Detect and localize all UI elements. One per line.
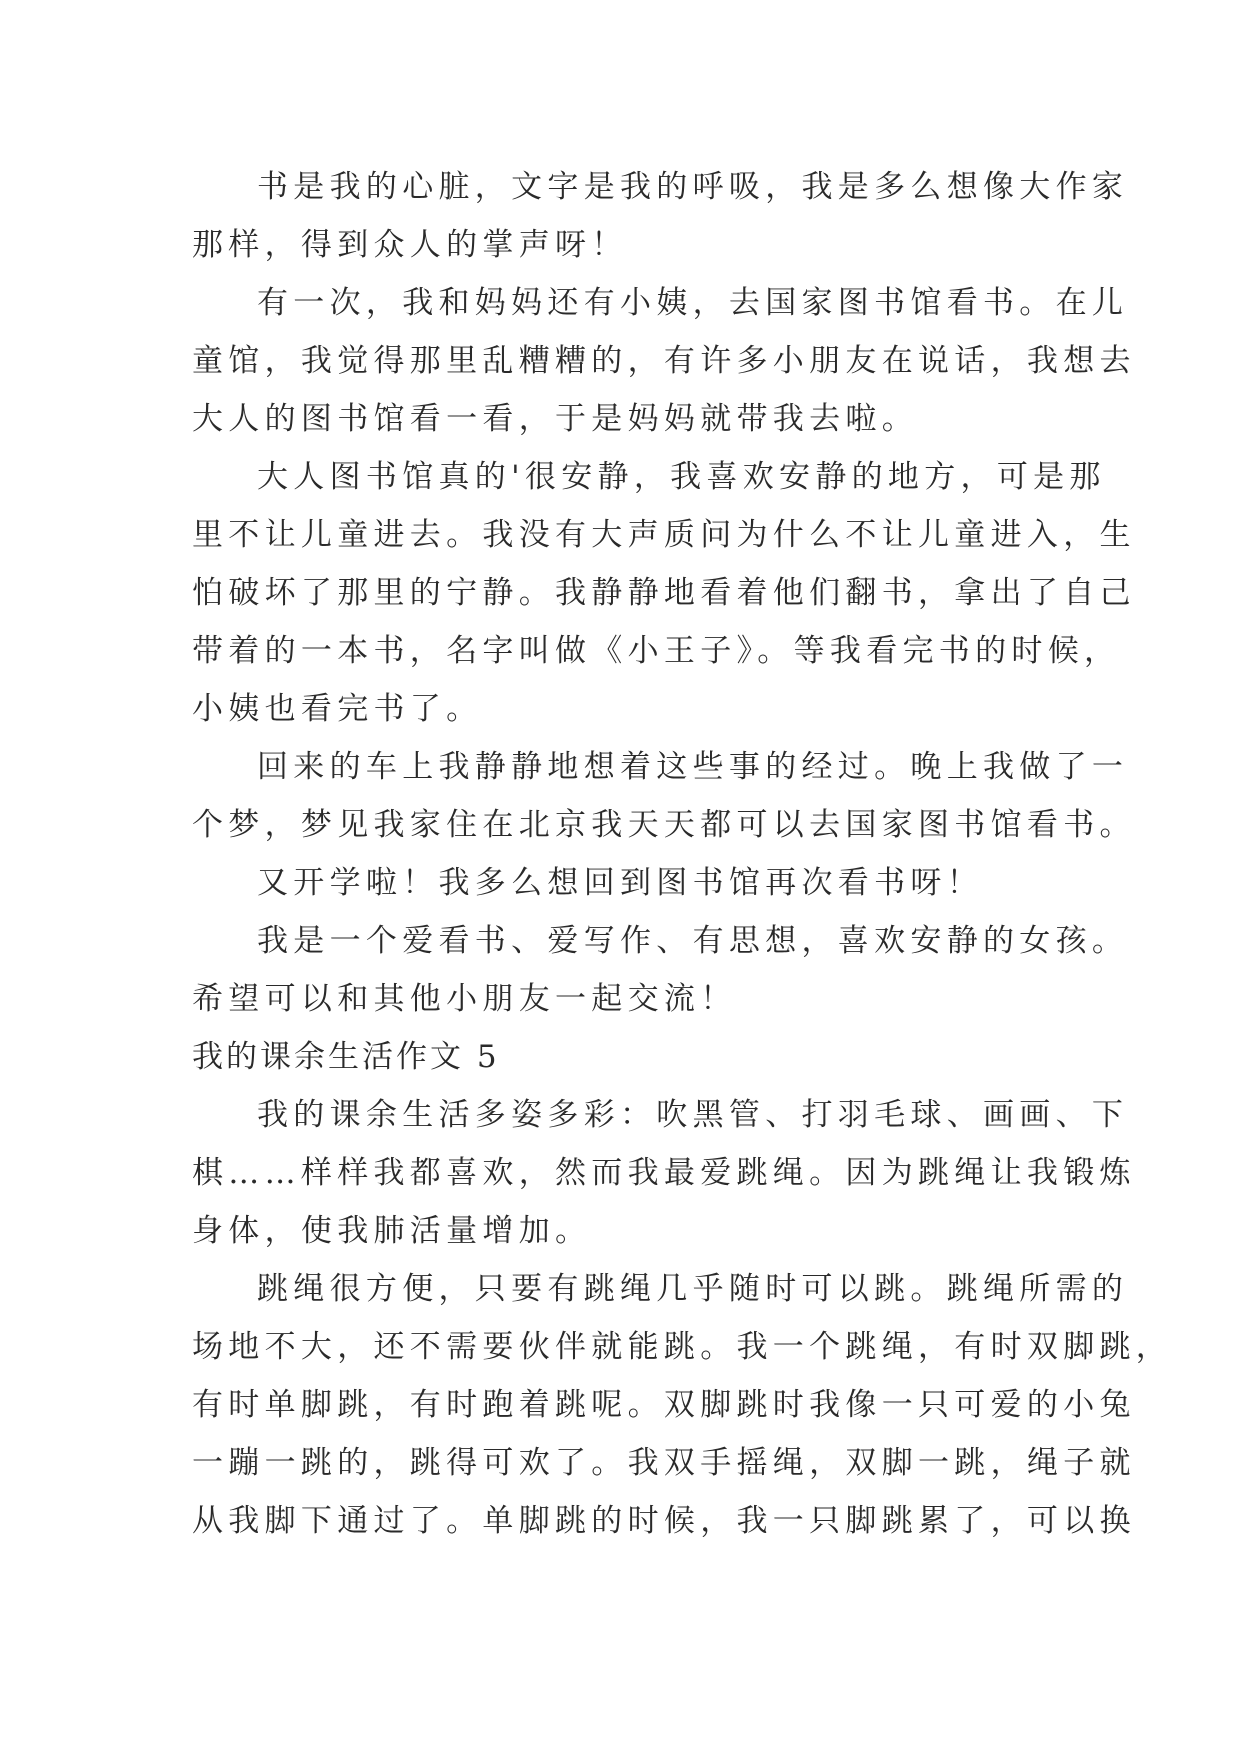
paragraph-line: 身体，使我肺活量增加。 — [192, 1213, 592, 1249]
paragraph-line: 希望可以和其他小朋友一起交流！ — [192, 981, 737, 1017]
paragraph-line: 回来的车上我静静地想着这些事的经过。晚上我做了一 — [257, 749, 1129, 785]
paragraph-line: 怕破坏了那里的宁静。我静静地看着他们翻书，拿出了自己 — [192, 575, 1136, 611]
paragraph-line: 从我脚下通过了。单脚跳的时候，我一只脚跳累了，可以换 — [192, 1503, 1136, 1539]
paragraph-line: 有一次，我和妈妈还有小姨，去国家图书馆看书。在儿 — [257, 285, 1129, 321]
paragraph-line: 带着的一本书，名字叫做《小王子》。等我看完书的时候， — [192, 633, 1121, 669]
paragraph-line: 个梦，梦见我家住在北京我天天都可以去国家图书馆看书。 — [192, 807, 1136, 843]
paragraph-line: 大人的图书馆看一看，于是妈妈就带我去啦。 — [192, 401, 918, 437]
paragraph-line: 我的课余生活多姿多彩：吹黑管、打羽毛球、画画、下 — [257, 1097, 1129, 1133]
paragraph-line: 大人图书馆真的'很安静，我喜欢安静的地方，可是那 — [257, 459, 1106, 495]
paragraph-line: 一蹦一跳的，跳得可欢了。我双手摇绳，双脚一跳，绳子就 — [192, 1445, 1136, 1481]
paragraph-line: 小姨也看完书了。 — [192, 691, 483, 727]
paragraph-line: 棋……样样我都喜欢，然而我最爱跳绳。因为跳绳让我锻炼 — [192, 1155, 1136, 1191]
document-body — [192, 158, 1173, 1550]
paragraph-line: 里不让儿童进去。我没有大声质问为什么不让儿童进入，生 — [192, 517, 1136, 553]
paragraph-line: 那样，得到众人的掌声呀！ — [192, 227, 628, 263]
paragraph-line: 书是我的心脏，文字是我的呼吸，我是多么想像大作家 — [257, 169, 1129, 205]
paragraph-line: 有时单脚跳，有时跑着跳呢。双脚跳时我像一只可爱的小兔 — [192, 1387, 1136, 1423]
section-heading: 我的课余生活作文 5 — [192, 1039, 500, 1075]
paragraph-line: 又开学啦！我多么想回到图书馆再次看书呀！ — [257, 865, 983, 901]
paragraph-line: 我是一个爱看书、爱写作、有思想，喜欢安静的女孩。 — [257, 923, 1129, 959]
paragraph-line: 童馆，我觉得那里乱糟糟的，有许多小朋友在说话，我想去 — [192, 343, 1136, 379]
paragraph-line: 场地不大，还不需要伙伴就能跳。我一个跳绳，有时双脚跳， — [192, 1329, 1173, 1365]
paragraph-line: 跳绳很方便，只要有跳绳几乎随时可以跳。跳绳所需的 — [257, 1271, 1129, 1307]
